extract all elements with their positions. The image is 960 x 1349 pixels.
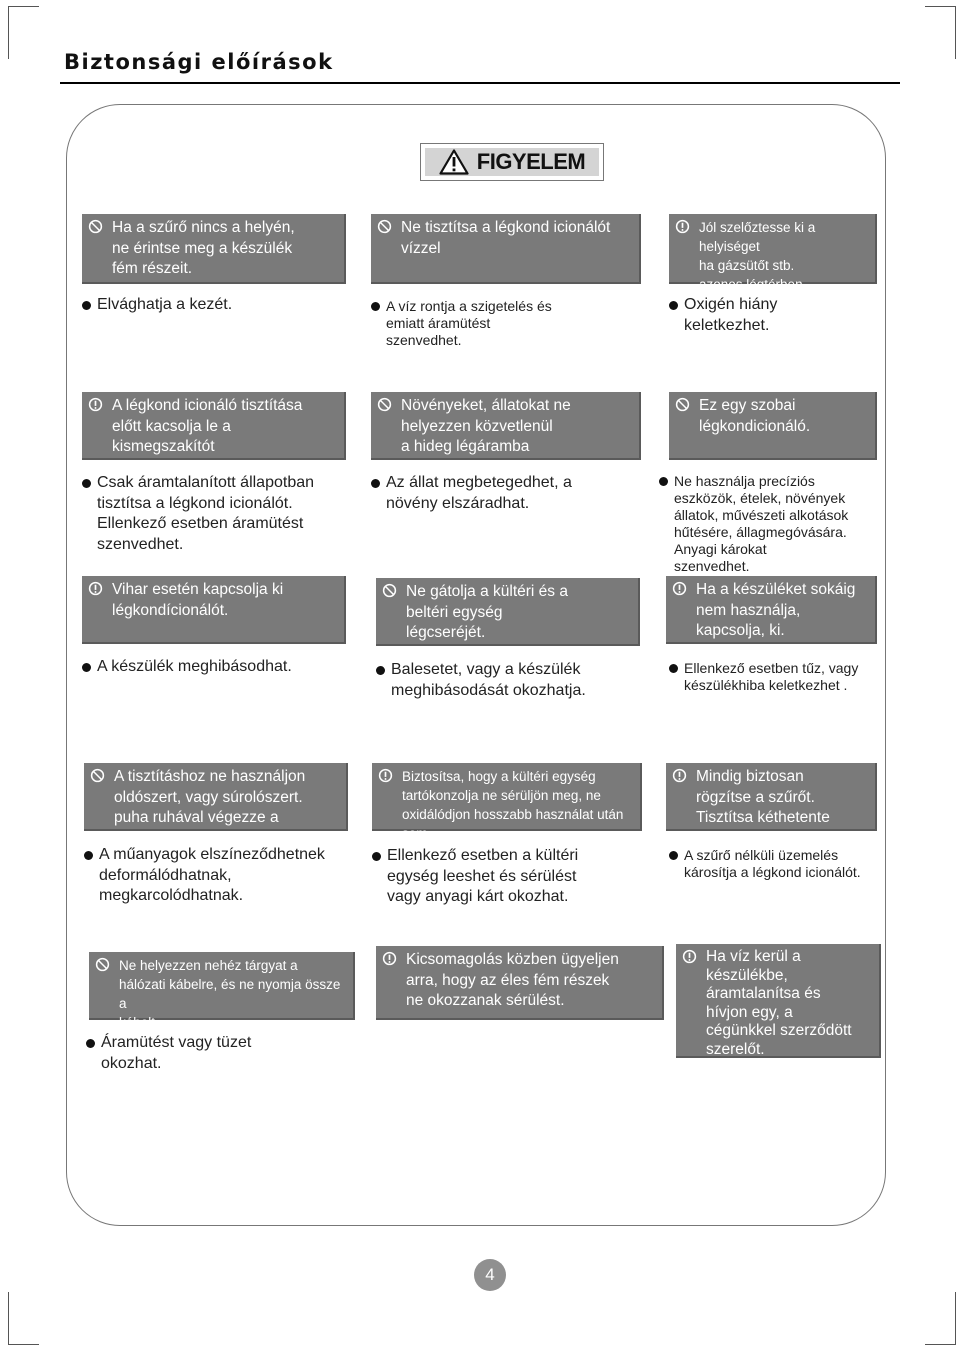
title-rule [60,82,900,84]
consequence-note-r1c1 [82,295,362,316]
safety-box-text: Ne gátolja a kültéri és a beltéri egység légcseréjét. [406,583,568,641]
consequence-text: Ellenkező esetben tűz, vagy készülékhiba keletkezhet . [684,660,859,693]
consequence-note-r3c3 [669,660,879,694]
bullet-dot [84,851,93,860]
safety-box-r4c3 [666,763,877,831]
consequence-note-r3c2 [376,660,646,701]
consequence-text: A készülék meghibásodhat. [97,658,292,675]
consequence-note-r4c2 [372,846,642,908]
prohibited-icon [675,397,695,417]
consequence-note-r2c1 [82,473,362,555]
bullet-dot [376,666,385,675]
safety-box-text: Növényeket, állatokat ne helyezzen közvetlenül a hideg légáramba [401,397,571,455]
bullet-dot [82,301,91,310]
consequence-note-r4c1 [84,845,364,907]
prohibited-icon [95,957,115,977]
safety-box-r4c1 [84,763,348,847]
consequence-text: Áramütést vagy tüzet okozhat. [101,1034,252,1072]
safety-box-text: Ha a készüléket sokáig nem használja, kapcsolja, ki. [696,581,856,639]
safety-box-r3c2 [376,578,640,646]
consequence-text: Az állat megbetegedhet, a növény elszáradhat. [386,474,572,512]
bullet-dot [86,1039,95,1048]
caution-icon [382,951,402,971]
safety-box-r3c1 [82,576,346,644]
consequence-text: A víz rontja a szigetelés és emiatt áramütést szenvedhet. [386,298,552,348]
bullet-dot [372,852,381,861]
bullet-dot [669,301,678,310]
safety-box-r3c3 [666,576,877,644]
consequence-note-r3c1 [82,657,362,678]
caution-icon [682,949,702,969]
crop-mark-top-right [925,6,956,59]
consequence-text: Ne használja precíziós eszközök, ételek, növények állatok, művészeti alkotások hűtésére, állagmegóvására. Anyagi károkat szenvedhet. [674,473,849,574]
prohibited-icon [377,219,397,239]
safety-box-text: Ha a szűrő nincs a helyén, ne érintse meg a készülék fém részeit. [112,219,295,277]
caution-icon [672,581,692,601]
safety-box-text: Kicsomagolás közben ügyeljen arra, hogy az éles fém részek ne okozzanak sérülést. [406,951,619,1009]
bullet-dot [669,851,678,860]
safety-box-r1c1 [82,214,346,284]
safety-box-r2c3 [669,392,877,460]
crop-mark-bottom-right [925,1292,956,1345]
caution-icon [675,219,695,239]
bullet-dot [82,663,91,672]
prohibited-icon [88,219,108,239]
safety-box-r5c1 [89,952,355,1030]
consequence-text: Csak áramtalanított állapotban tisztítsa a légkond icionálót. Ellenkező esetben áramütést szenvedhet. [97,474,315,553]
safety-box-r1c2 [371,214,641,284]
bullet-dot [371,302,380,311]
bullet-dot [82,479,91,488]
prohibited-icon [90,768,110,788]
crop-mark-top-left [8,6,39,59]
bullet-dot [669,664,678,673]
consequence-note-r2c2 [371,473,641,514]
safety-box-text: Ez egy szobai légkondicionáló. [699,397,811,435]
caution-icon [672,768,692,788]
consequence-text: Elvághatja a kezét. [97,296,233,313]
safety-box-text: Ne helyezzen nehéz tárgyat a hálózati kábelre, és ne nyomja össze a kábelt. [119,958,341,1030]
caution-icon [378,768,398,788]
bullet-dot [371,479,380,488]
warning-badge [420,143,604,181]
safety-box-r2c2 [371,392,641,460]
safety-box-text: Ha víz kerül a készülékbe, áramtalanítsa és hívjon egy, a cégünkkel szerződött szerelőt. [706,948,852,1058]
safety-box-text: A tisztításhoz ne használjon oldószert, vagy súrolószert. puha ruhával végezze a tisztítást. [114,768,306,847]
caution-icon [88,581,108,601]
safety-box-text: A légkond icionáló tisztítása előtt kacsolja le a kismegszakítót [112,397,303,455]
consequence-note-r5c1 [86,1033,366,1074]
caution-icon [88,397,108,417]
page-title: Biztonsági előírások [64,50,334,74]
safety-box-text: Jól szelőztesse ki a helyiséget ha gázsütőt stb. azonos légtérben. [699,220,816,292]
safety-box-text: Ne tisztítsa a légkond icionálót vízzel [401,219,611,257]
consequence-text: Oxigén hiány keletkezhet. [684,296,778,334]
safety-box-r4c2 [372,763,642,841]
safety-box-text: Vihar esetén kapcsolja ki légkondícionálót. [112,581,284,619]
safety-box-r2c1 [82,392,346,460]
consequence-text: A szűrő nélküli üzemelés károsítja a légkond icionálót. [684,847,861,880]
consequence-note-r1c2 [371,298,641,349]
consequence-note-r2c3 [659,473,879,575]
page-number: 4 [474,1259,506,1291]
safety-box-r1c3 [669,214,877,292]
warning-triangle-icon [439,149,469,175]
safety-box-r5c3 [676,944,881,1058]
consequence-text: Balesetet, vagy a készülék meghibásodását okozhatja. [391,661,586,699]
crop-mark-bottom-left [8,1292,39,1345]
consequence-text: Ellenkező esetben a kültéri egység leeshet és sérülést vagy anyagi kárt okozhat. [387,847,579,905]
consequence-note-r1c3 [669,295,879,336]
bullet-dot [659,477,668,486]
prohibited-icon [377,397,397,417]
safety-box-r5c2 [376,946,664,1020]
safety-box-text: Biztosítsa, hogy a kültéri egység tartókonzolja ne sérüljön meg, ne oxidálódjon hosszabb használat után sem. [402,769,624,841]
safety-box-text: Mindig biztosan rögzítse a szűrőt. Tisztítsa kéthetente [696,768,830,826]
prohibited-icon [382,583,402,603]
consequence-note-r4c3 [669,847,879,881]
consequence-text: A műanyagok elszíneződhetnek deformálódhatnak, megkarcolódhatnak. [99,846,325,904]
warning-badge-label: FIGYELEM [476,149,586,174]
